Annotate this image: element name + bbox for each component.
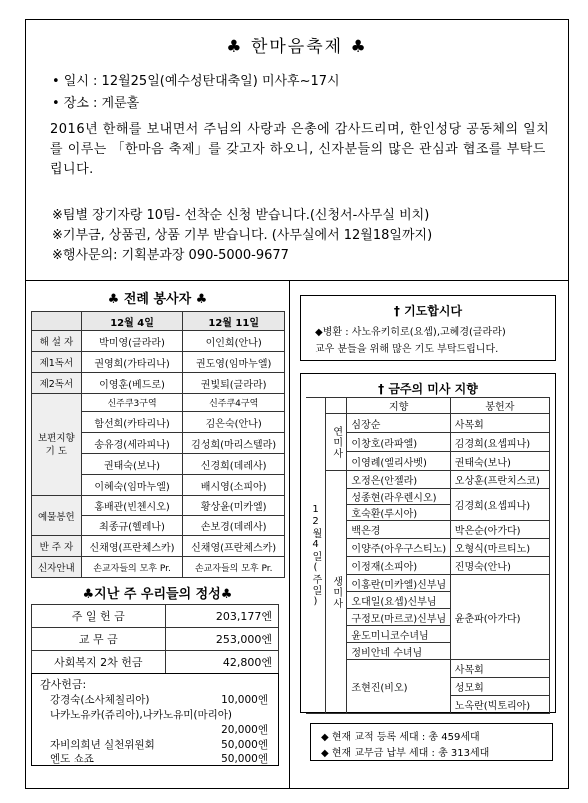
offerer: 오상훈(프란치스코) [450, 471, 549, 489]
festival-title: ♣ 한마음축제 ♣ [226, 37, 368, 57]
offerer: 진명숙(안나) [450, 557, 549, 575]
thanks-label: 감사헌금: [40, 678, 87, 691]
offering-label: 주 일 헌 금 [32, 605, 166, 628]
cell: 송유경(세라피나) [81, 433, 183, 454]
row-label-reading1: 제1독서 [32, 352, 82, 373]
offerer: 성모회 [450, 678, 549, 696]
row-label-organist: 반 주 자 [32, 536, 82, 557]
offering-label: 사회복지 2차 헌금 [32, 651, 166, 674]
festival-note-2: ※기부금, 상품권, 상품 기부 받습니다. (사무실에서 12월18일까지) [52, 228, 433, 243]
offerer: 권태숙(보나) [450, 452, 549, 471]
thanks-name: 엔도 쇼죠 [50, 753, 94, 765]
intent: 이홍란(미카엘)신부님 [347, 575, 450, 592]
cell: 권영희(가타리나) [81, 352, 183, 373]
row-label-commentator: 해 설 자 [32, 331, 82, 352]
stats-box [310, 723, 553, 761]
offering-value: 42,800엔 [165, 651, 278, 674]
intent: 이양주(아우구스티노) [347, 539, 450, 557]
intent: 오대일(요셉)신부님 [347, 592, 450, 609]
deceased-label: 연미사 [326, 414, 347, 471]
offering-title: ♣지난 주 우리들의 정성♣ [82, 587, 233, 602]
stats-line-1: ◆ 현재 교적 등록 세대 : 총 459세대 [321, 732, 480, 743]
intent: 오정은(안젤라) [347, 471, 450, 489]
offerer: 박은순(아가다) [450, 521, 549, 539]
cell: 신주쿠3구역 [81, 394, 183, 412]
servers-col-dec4: 12월 4일 [81, 312, 183, 331]
festival-paragraph: 2016년 한해를 보내면서 주님의 사랑과 은총에 감사드리며, 한인성당 공동체의 일치를 이루는 「한마음 축제」를 갖고자 하오니, 신자분들의 많은 관심과 협조를 부탁드립니다. [50, 122, 550, 177]
thanks-value: 50,000엔 [221, 753, 268, 765]
prayer-box [300, 295, 556, 361]
intent: 성종현(라우렌시오) [347, 489, 450, 505]
intent: 이창호(라파엘) [347, 433, 450, 452]
cell: 손교자들의 모후 Pr. [81, 557, 183, 578]
cell: 배시영(소피아) [183, 475, 285, 496]
intent: 백은경 [347, 521, 450, 539]
cell: 권빛퇴(글라라) [183, 373, 285, 394]
mass-date-label: 12월4일(주일) [306, 398, 326, 714]
cell: 함선희(카타리나) [81, 412, 183, 433]
servers-col-dec11: 12월 11일 [183, 312, 285, 331]
cell: 황상윤(미카엘) [183, 496, 285, 516]
offerer: 김경희(요셉피나) [450, 489, 549, 521]
offerer: 윤춘파(아가다) [450, 575, 549, 660]
offerer: 사목회 [450, 414, 549, 433]
cell: 손교자들의 모후 Pr. [183, 557, 285, 578]
festival-note-1: ※팀별 장기자랑 10팀- 선착순 신청 받습니다.(신청서-사무실 비치) [52, 208, 430, 223]
prayer-line-2: 교우 분들을 위해 많은 기도 부탁드립니다. [315, 344, 499, 355]
mass-table [306, 397, 550, 714]
intent: 이영례(엘리사벳) [347, 452, 450, 471]
vertical-divider [289, 280, 290, 789]
thanks-value: 50,000엔 [221, 739, 268, 751]
thanks-name: 나카노유카(쥬리아),나카노유미(마리아) [50, 709, 233, 721]
offering-value: 253,000엔 [165, 628, 278, 651]
prayer-title: † 기도합시다 [393, 304, 463, 318]
intent: 조현진(비오) [347, 660, 450, 714]
offerer: 김경희(요셉피나) [450, 433, 549, 452]
thanks-box [31, 673, 279, 766]
offerer: 사목회 [450, 660, 549, 678]
mass-col-offerer: 봉헌자 [450, 398, 549, 414]
servers-title: ♣ 전례 봉사자 ♣ [107, 292, 208, 307]
cell: 권도영(임마누엘) [183, 352, 285, 373]
intent: 호숙환(루시아) [347, 505, 450, 521]
row-label-guide: 신자안내 [32, 557, 82, 578]
prayer-line-1: ◆병환 : 사노유키히로(요셉),고혜경(글라라) [315, 327, 506, 338]
cell: 신채영(프란체스카) [81, 536, 183, 557]
intent: 정비안네 수녀님 [347, 643, 450, 660]
horizontal-divider [25, 280, 569, 281]
cell: 박미영(글라라) [81, 331, 183, 352]
offering-label: 교 무 금 [32, 628, 166, 651]
servers-table [31, 311, 285, 578]
thanks-value: 10,000엔 [221, 694, 268, 706]
cell: 이인희(안나) [183, 331, 285, 352]
thanks-value: 20,000엔 [221, 724, 268, 736]
stats-line-2: ◆ 현재 교무금 납부 세대 : 총 313세대 [321, 748, 490, 759]
mass-corner [326, 398, 347, 414]
offering-table [31, 604, 279, 674]
row-label-offering: 예물봉헌 [32, 496, 82, 536]
cell: 손보경(데레사) [183, 516, 285, 536]
offering-value: 203,177엔 [165, 605, 278, 628]
intent: 이정재(소피아) [347, 557, 450, 575]
thanks-name: 자비의희년 실천위원회 [50, 739, 155, 751]
row-label-prayer: 보편지향 기 도 [32, 394, 82, 496]
festival-note-3: ※행사문의: 기획분과장 090-5000-9677 [52, 248, 289, 263]
cell: 신경희(데레사) [183, 454, 285, 475]
cell: 신주쿠4구역 [183, 394, 285, 412]
servers-corner [32, 312, 82, 331]
intent: 윤도미니코수녀님 [347, 626, 450, 643]
cell: 이혜숙(임마누엘) [81, 475, 183, 496]
mass-title: † 금주의 미사 지향 [378, 382, 478, 396]
cell: 신채영(프란체스카) [183, 536, 285, 557]
intent: 구정모(마르코)신부님 [347, 609, 450, 626]
offerer: 노옥란(빅토리아) [450, 696, 549, 714]
mass-col-intent: 지향 [347, 398, 450, 414]
festival-place: • 장소 : 게룬홀 [52, 96, 140, 111]
cell: 이영훈(베드로) [81, 373, 183, 394]
festival-date: • 일시 : 12월25일(예수성탄대축일) 미사후~17시 [52, 74, 340, 89]
row-label-reading2: 제2독서 [32, 373, 82, 394]
thanks-name: 강경숙(소사체칠리아) [50, 694, 150, 706]
living-label: 생미사 [326, 471, 347, 714]
cell: 권태숙(보나) [81, 454, 183, 475]
cell: 홍배관(빈첸시오) [81, 496, 183, 516]
cell: 김은숙(안나) [183, 412, 285, 433]
intent: 심장순 [347, 414, 450, 433]
offerer: 오형식(마르티노) [450, 539, 549, 557]
cell: 최종규(헬레나) [81, 516, 183, 536]
cell: 김성희(마리스텔라) [183, 433, 285, 454]
